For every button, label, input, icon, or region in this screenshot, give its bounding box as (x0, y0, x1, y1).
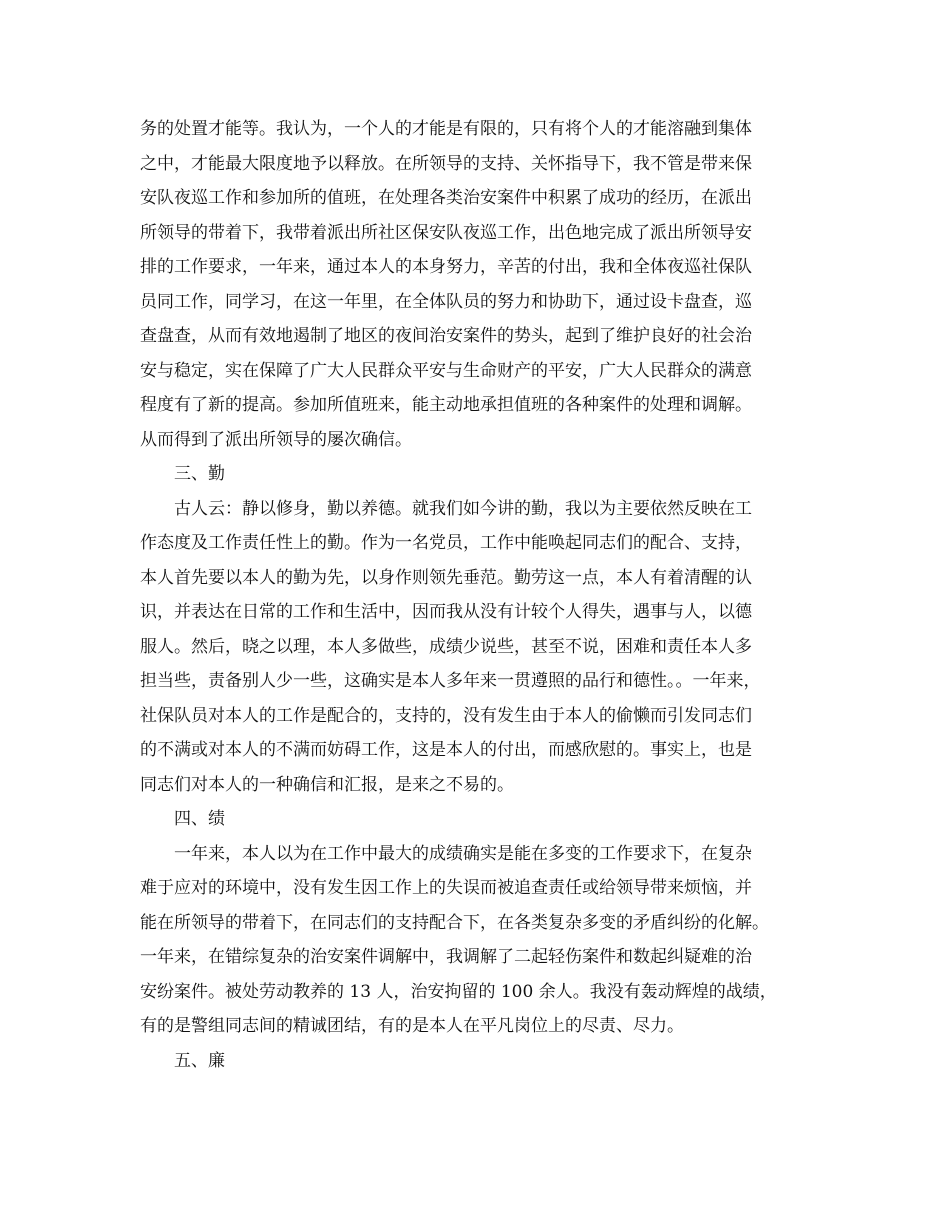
text-line: 排的工作要求，一年来，通过本人的本身努力，辛苦的付出，我和全体夜巡社保队 (140, 257, 752, 277)
text-line: 作态度及工作责任性上的勤。作为一名党员，工作中能唤起同志们的配合、支持， (140, 533, 752, 553)
text-line: 务的处置才能等。我认为，一个人的才能是有限的，只有将个人的才能溶融到集体 (140, 119, 752, 139)
text-line: 一年来，在错综复杂的治安案件调解中，我调解了二起轻伤案件和数起纠疑难的治 (140, 947, 752, 967)
text-line: 社保队员对本人的工作是配合的，支持的，没有发生由于本人的偷懒而引发同志们 (140, 705, 752, 726)
text-line: 难于应对的环境中，没有发生因工作上的失误而被追查责任或给领导带来烦恼，并 (140, 878, 752, 898)
document-body (140, 112, 810, 1078)
text-line: 本人首先要以本人的勤为先，以身作则领先垂范。勤劳这一点，本人有着清醒的认 (140, 567, 752, 588)
text-line: 从而得到了派出所领导的屡次确信。 (140, 429, 412, 450)
text-line: 查盘查，从而有效地遏制了地区的夜间治安案件的势头，起到了维护良好的社会治 (140, 326, 752, 346)
text-line: 安队夜巡工作和参加所的值班，在处理各类治安案件中积累了成功的经历，在派出 (140, 188, 752, 208)
text-line: 安纷案件。被处劳动教养的 13 人，治安拘留的 100 余人。我没有轰动辉煌的战绩， (140, 981, 777, 1002)
paragraph-first-line: 一年来，本人以为在工作中最大的成绩确实是能在多变的工作要求下，在复杂 (174, 843, 752, 864)
text-line: 担当些，责备别人少一些，这确实是本人多年来一贯遵照的品行和德性。。一年来， (140, 671, 761, 691)
paragraph-first-line: 五、廉 (174, 1050, 225, 1071)
text-line: 服人。然后，晓之以理，本人多做些，成绩少说些，甚至不说，困难和责任本人多 (140, 636, 752, 657)
text-line: 有的是警组同志间的精诚团结，有的是本人在平凡岗位上的尽责、尽力。 (140, 1016, 684, 1036)
text-line: 所领导的带着下，我带着派出所社区保安队夜巡工作，出色地完成了派出所领导安 (140, 222, 752, 243)
paragraph-first-line: 三、勤 (174, 464, 225, 484)
text-line: 同志们对本人的一种确信和汇报，是来之不易的。 (140, 774, 514, 795)
text-line: 识，并表达在日常的工作和生活中，因而我从没有计较个人得失，遇事与人，以德 (140, 602, 752, 622)
text-line: 程度有了新的提高。参加所值班来，能主动地承担值班的各种案件的处理和调解。 (140, 395, 752, 415)
text-line: 安与稳定，实在保障了广大人民群众平安与生命财产的平安，广大人民群众的满意 (140, 360, 752, 381)
paragraph-first-line: 古人云：静以修身，勤以养德。就我们如今讲的勤，我以为主要依然反映在工 (174, 498, 752, 519)
text-line: 能在所领导的带着下，在同志们的支持配合下，在各类复杂多变的矛盾纠纷的化解。 (140, 912, 769, 933)
text-line: 的不满或对本人的不满而妨碍工作，这是本人的付出，而感欣慰的。事实上，也是 (140, 740, 752, 760)
text-line: 之中，才能最大限度地予以释放。在所领导的支持、关怀指导下，我不管是带来保 (140, 153, 752, 174)
paragraph-first-line: 四、绩 (174, 809, 225, 829)
text-line: 员同工作，同学习，在这一年里，在全体队员的努力和协助下，通过设卡盘查，巡 (140, 291, 752, 312)
